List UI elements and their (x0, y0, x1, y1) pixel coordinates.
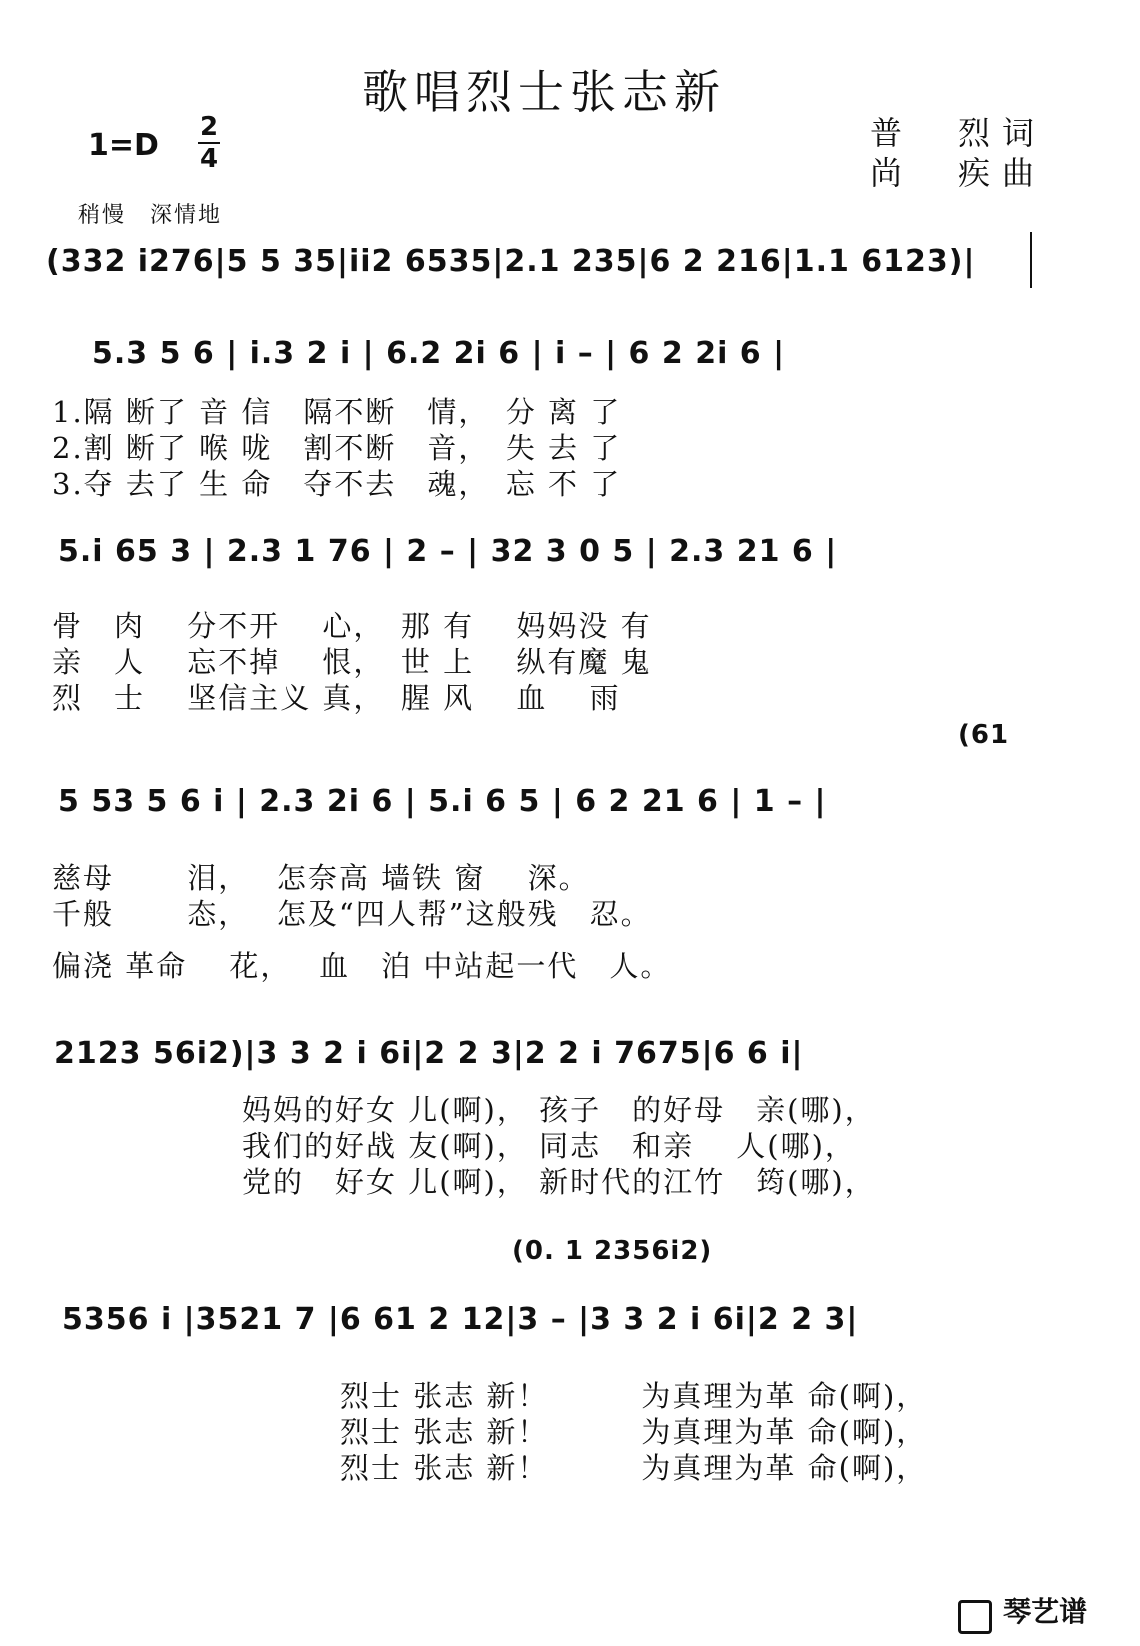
watermark-text: 琴艺谱 (1003, 1595, 1088, 1628)
lyricist-credit: 普 烈词 (870, 114, 1047, 152)
lyric-verse-2: 亲 人 忘不掉 恨， 世 上 纵有魔 鬼 (52, 645, 652, 679)
notation-line: 2123 56i2)|3 3 2 i 6i|2 2 3|2 2 i 7675|6 6 i| (54, 1036, 804, 1071)
lyric-verse-1: 妈妈的好女 儿(啊)， 孩子 的好母 亲(哪)， (242, 1093, 876, 1127)
watermark-logo (958, 1590, 1087, 1634)
lyric-verse-1: 骨 肉 分不开 心， 那 有 妈妈没 有 (52, 609, 652, 643)
lyric-verse-1: 慈母 泪， 怎奈高 墙铁 窗 深。 (52, 861, 590, 895)
song-title: 歌唱烈士张志新 (362, 65, 726, 119)
logo-icon (958, 1600, 992, 1634)
bracket-note: (61 (958, 720, 1010, 750)
notation-line: (332 i276|5 5 35|ii2 6535|2.1 235|6 2 216|1.1 6123)| (46, 244, 976, 279)
lyric-verse-2: 千般 态， 怎及“四人帮”这般残 忍。 (52, 897, 652, 931)
barline (1030, 232, 1032, 288)
key-signature: 1=D (88, 128, 159, 163)
notation-line: 5 53 5 6 i | 2.3 2i 6 | 5.i 6 5 | 6 2 21 6 | 1 – | (58, 784, 827, 819)
lyric-verse-3: 烈士 张志 新！ 为真理为革 命(啊)， (340, 1451, 928, 1485)
lyric-verse-1: 1.隔 断了 音 信 隔不断 情， 分 离 了 (52, 395, 622, 429)
lyric-verse-2: 烈士 张志 新！ 为真理为革 命(啊)， (340, 1415, 928, 1449)
bracket-note: (0. 1 2356i2) (512, 1236, 713, 1266)
lyric-verse-1: 烈士 张志 新！ 为真理为革 命(啊)， (340, 1379, 928, 1413)
lyric-verse-3: 烈 士 坚信主义 真， 腥 风 血 雨 (52, 681, 621, 715)
notation-line: 5.3 5 6 | i.3 2 i | 6.2 2i 6 | i – | 6 2 2i 6 | (92, 336, 786, 371)
lyric-verse-3: 党的 好女 儿(啊)， 新时代的江竹 筠(哪)， (242, 1165, 876, 1199)
lyric-verse-3: 3.夺 去了 生 命 夺不去 魂， 忘 不 了 (52, 467, 622, 501)
lyric-verse-2: 我们的好战 友(啊)， 同志 和亲 人(哪)， (242, 1129, 856, 1163)
notation-line: 5356 i |3521 7 |6 61 2 12|3 – |3 3 2 i 6i|2 2 3| (62, 1302, 859, 1337)
time-signature-top: 2 (200, 112, 219, 142)
lyric-verse-2: 2.割 断了 喉 咙 割不断 音， 失 去 了 (52, 431, 622, 465)
composer-credit: 尚 疾曲 (870, 154, 1047, 192)
notation-line: 5.i 65 3 | 2.3 1 76 | 2 – | 32 3 0 5 | 2.3 21 6 | (58, 534, 838, 569)
tempo-marking: 稍慢 深情地 (78, 203, 223, 228)
lyric-verse-3: 偏浇 革命 花， 血 泊 中站起一代 人。 (52, 949, 672, 983)
time-signature-bottom: 4 (200, 144, 219, 174)
